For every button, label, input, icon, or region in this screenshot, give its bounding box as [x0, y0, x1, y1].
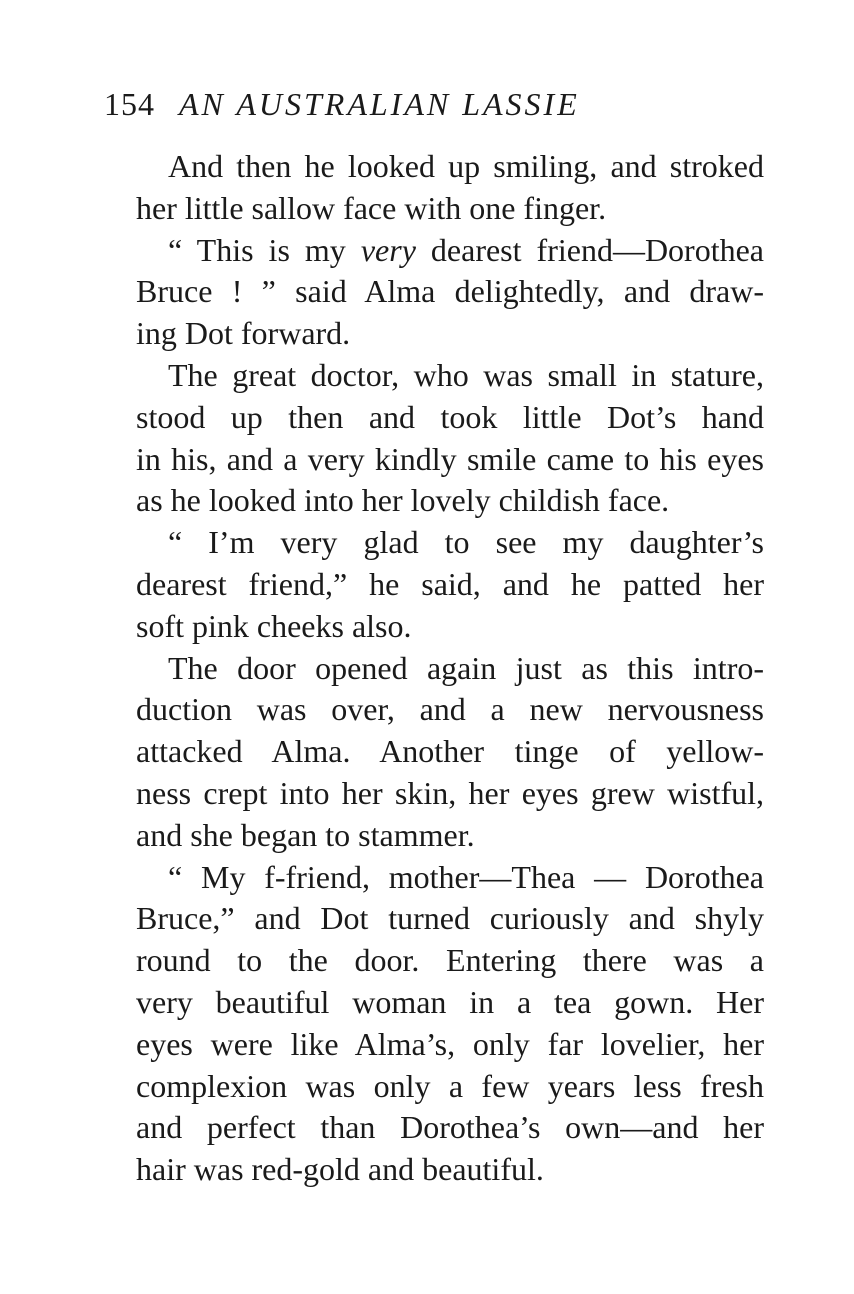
text-line: eyes were like Alma’s, only far lovelier, her — [136, 1025, 764, 1062]
text-line: stood up then and took little Dot’s hand — [136, 398, 764, 435]
running-head — [104, 80, 764, 128]
emphasis: very — [360, 231, 416, 268]
text-line: Bruce ! ” said Alma delightedly, and draw- — [136, 273, 764, 310]
text-line: duction was over, and a new nervousness — [136, 691, 764, 728]
paragraph — [104, 355, 764, 522]
text-line: round to the door. Entering there was a — [136, 942, 764, 979]
book-title: AN AUSTRALIAN LASSIE — [179, 86, 580, 122]
text-line: in his, and a very kindly smile came to his eyes — [136, 440, 764, 477]
text-line: hair was red-gold and beautiful. — [136, 1151, 544, 1188]
text-line: very beautiful woman in a tea gown. Her — [136, 983, 764, 1020]
page-number: 154 — [104, 86, 155, 122]
text-line: and she began to stammer. — [136, 816, 475, 853]
text-line: her little sallow face with one finger. — [136, 189, 607, 226]
text-line: as he looked into her lovely childish face. — [136, 482, 670, 519]
text-line: ing Dot forward. — [136, 315, 351, 352]
text-line: Bruce,” and Dot turned curiously and shyly — [136, 900, 764, 937]
text-segment: dearest friend—Dorothea — [415, 231, 765, 268]
paragraph — [104, 230, 764, 355]
text-line: The great doctor, who was small in stature, — [168, 356, 764, 393]
paragraph — [104, 146, 764, 230]
text-line: attacked Alma. Another tinge of yellow- — [136, 733, 764, 770]
paragraph — [104, 648, 764, 857]
text-line — [104, 230, 764, 272]
text-line: And then he looked up smiling, and stroked — [168, 148, 764, 184]
text-line: “ My f-friend, mother—Thea — Dorothea — [168, 858, 764, 895]
body-text — [104, 146, 764, 1191]
text-segment: “ This is my — [168, 231, 361, 268]
text-line: The door opened again just as this intro- — [168, 649, 764, 686]
paragraph — [104, 857, 764, 1191]
paragraph — [104, 522, 764, 647]
text-line: and perfect than Dorothea’s own—and her — [136, 1109, 764, 1146]
text-line: soft pink cheeks also. — [136, 607, 412, 644]
text-line: dearest friend,” he said, and he patted her — [136, 565, 764, 602]
text-line: complexion was only a few years less fresh — [136, 1067, 764, 1104]
text-line: ness crept into her skin, her eyes grew wistful, — [136, 774, 764, 811]
text-line: “ I’m very glad to see my daughter’s — [168, 524, 764, 561]
